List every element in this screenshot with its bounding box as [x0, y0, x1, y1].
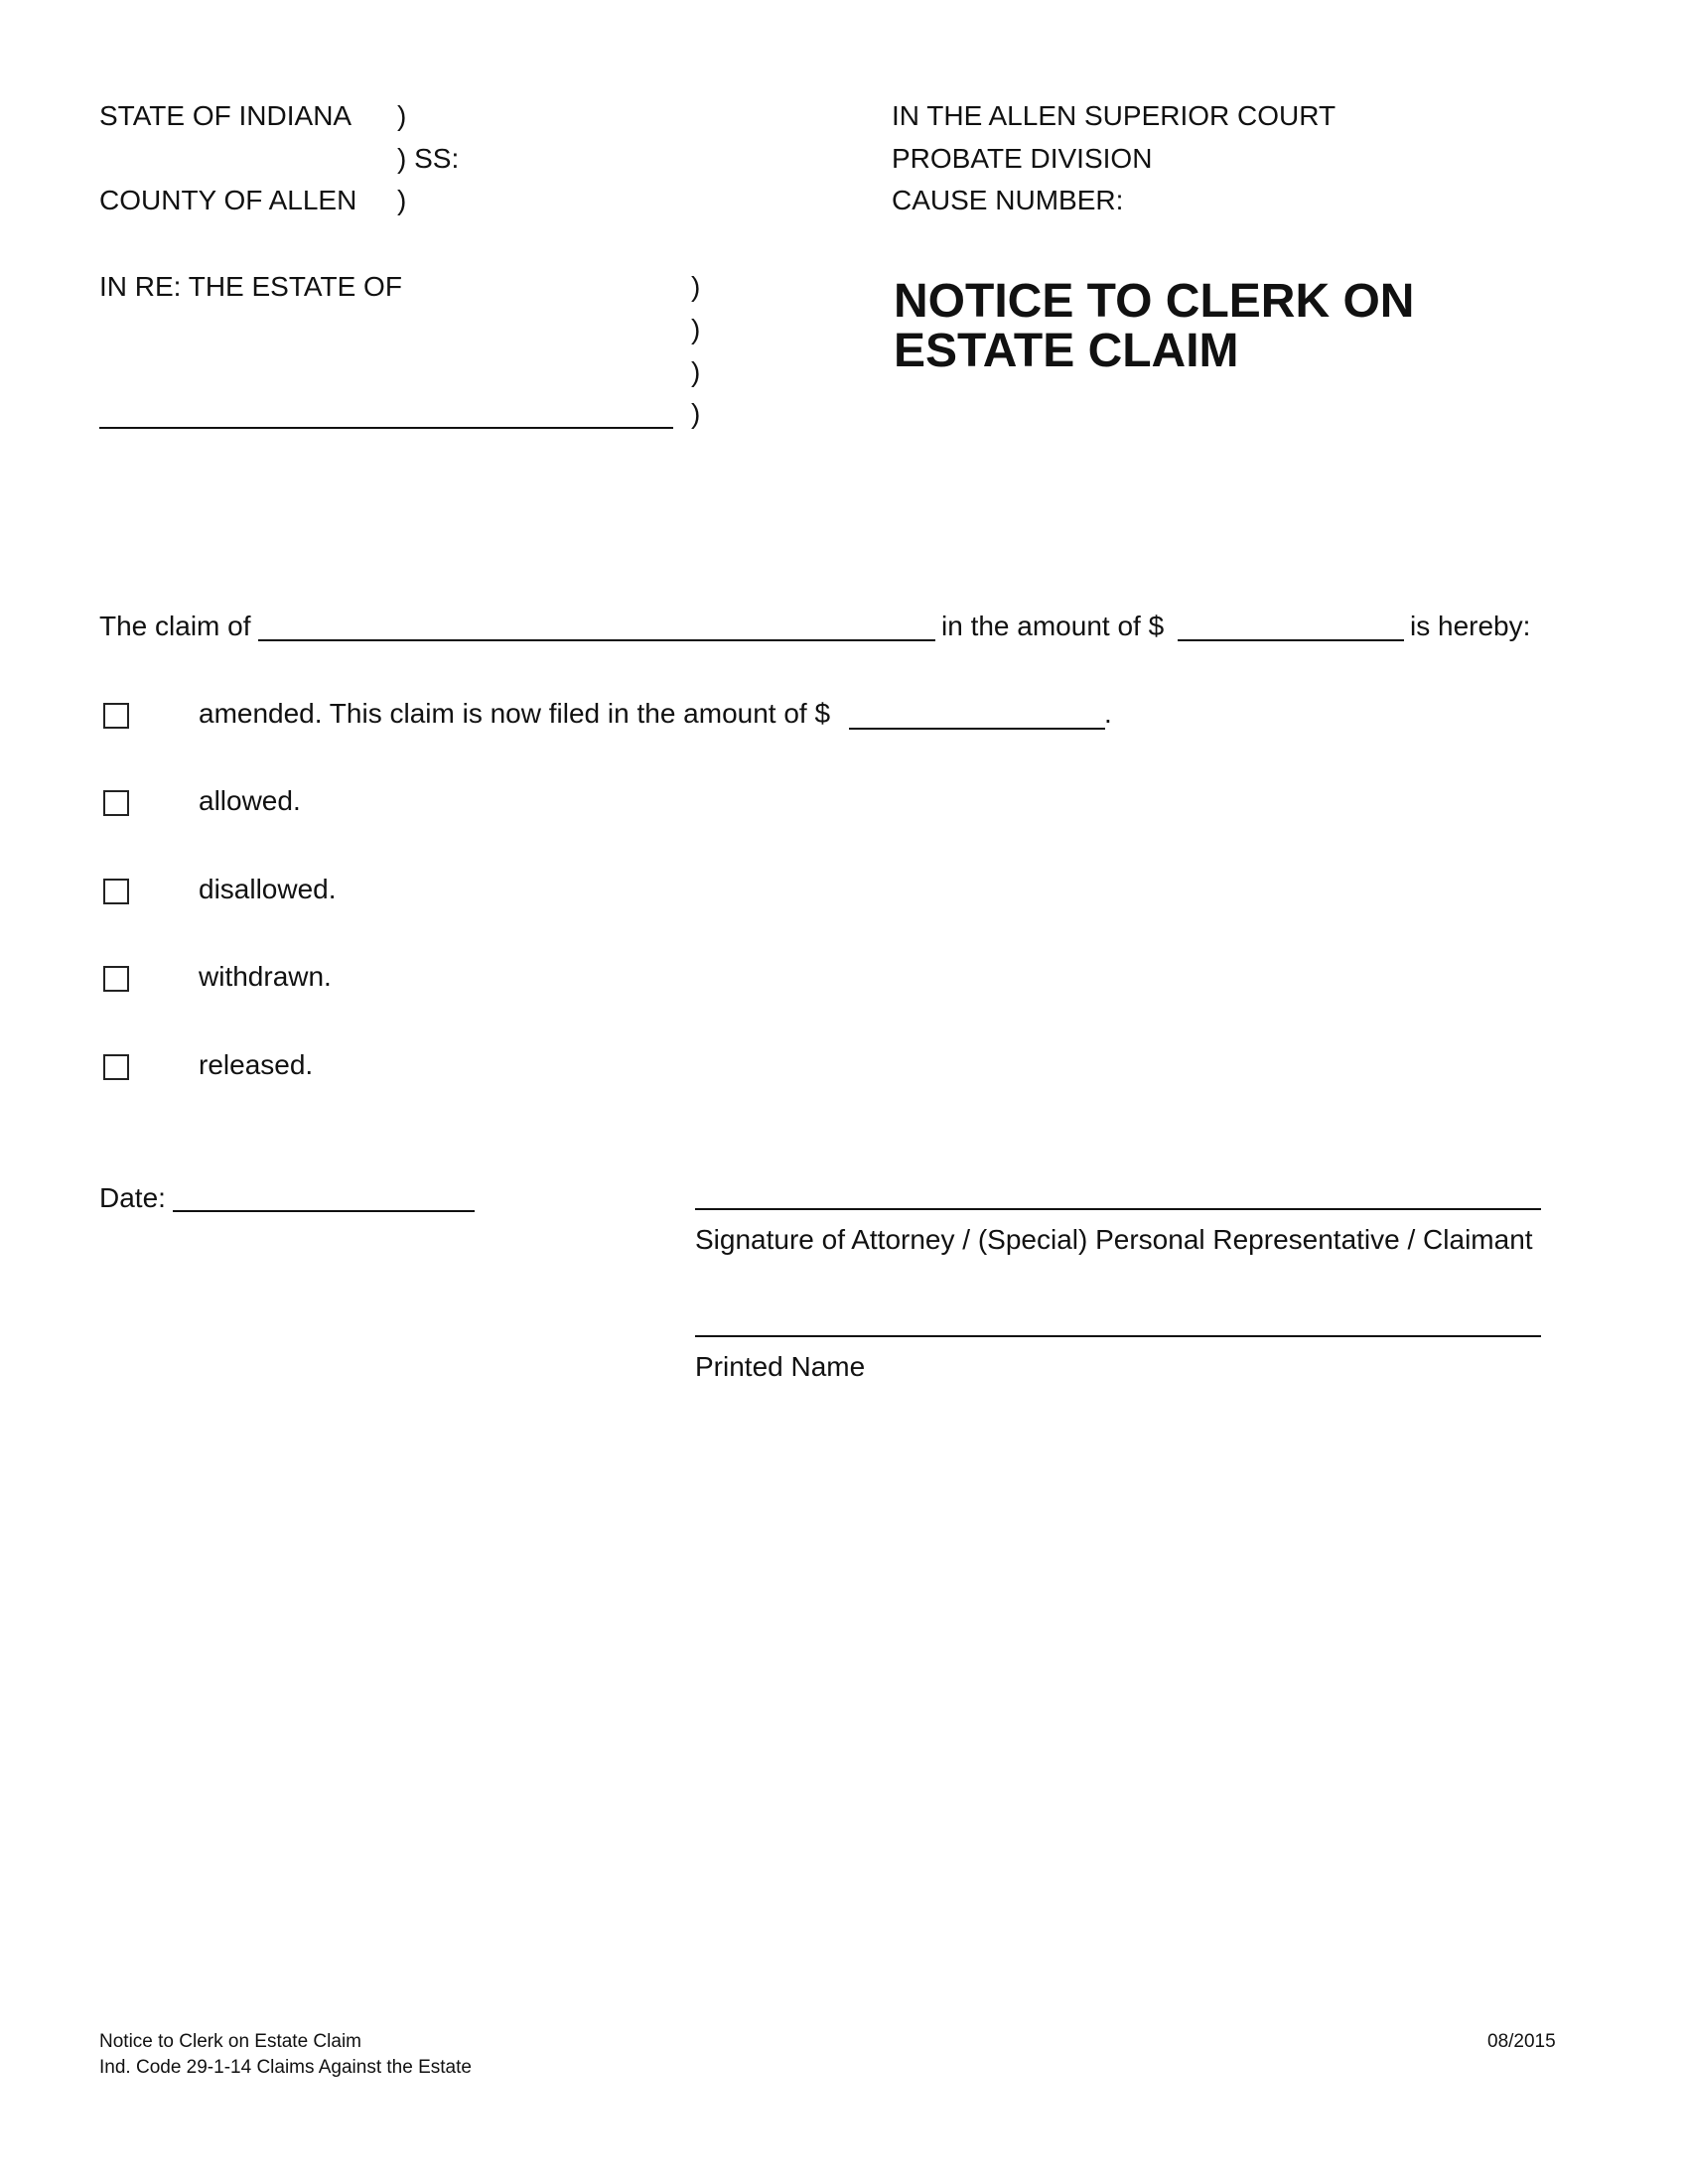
option-amended-label: amended. This claim is now filed in the amount of $ [199, 698, 831, 729]
state-label: STATE OF INDIANA [99, 100, 352, 131]
paren: ) [691, 314, 701, 344]
date-line[interactable] [173, 1210, 475, 1212]
checkbox-allowed[interactable] [103, 790, 129, 816]
checkbox-released[interactable] [103, 1054, 129, 1080]
court-name: IN THE ALLEN SUPERIOR COURT [892, 100, 1336, 131]
footer-form-title: Notice to Clerk on Estate Claim [99, 2031, 361, 2052]
amended-period: . [1104, 698, 1112, 729]
paren: ) [397, 100, 407, 131]
paren: ) [691, 271, 701, 302]
option-released-label: released. [199, 1049, 314, 1080]
footer-revision: 08/2015 [1487, 2031, 1556, 2052]
paren: ) [397, 185, 407, 215]
ss-label: ) SS: [397, 143, 460, 174]
claim-suffix: is hereby: [1410, 611, 1531, 641]
court-division: PROBATE DIVISION [892, 143, 1153, 174]
document-title-line1: NOTICE TO CLERK ON [894, 275, 1415, 328]
claim-prefix: The claim of [99, 611, 251, 641]
county-label: COUNTY OF ALLEN [99, 185, 357, 215]
in-re-label: IN RE: THE ESTATE OF [99, 271, 402, 302]
checkbox-amended[interactable] [103, 703, 129, 729]
signature-line[interactable] [695, 1208, 1541, 1210]
paren: ) [691, 398, 701, 429]
document-title-line2: ESTATE CLAIM [894, 325, 1239, 377]
signature-label: Signature of Attorney / (Special) Personal Representative / Claimant [695, 1224, 1533, 1255]
option-withdrawn-label: withdrawn. [199, 961, 332, 992]
cause-number-label: CAUSE NUMBER: [892, 185, 1124, 215]
printed-name-label: Printed Name [695, 1351, 866, 1382]
printed-name-line[interactable] [695, 1335, 1541, 1337]
claimant-name-line[interactable] [258, 639, 935, 641]
amended-amount-line[interactable] [849, 728, 1105, 730]
date-label: Date: [99, 1182, 166, 1213]
paren: ) [691, 356, 701, 387]
option-disallowed-label: disallowed. [199, 874, 337, 904]
claim-amount-line[interactable] [1178, 639, 1404, 641]
estate-name-line[interactable] [99, 427, 673, 429]
footer-code-ref: Ind. Code 29-1-14 Claims Against the Estate [99, 2057, 472, 2078]
checkbox-disallowed[interactable] [103, 879, 129, 904]
option-allowed-label: allowed. [199, 785, 301, 816]
claim-amount-label: in the amount of $ [941, 611, 1165, 641]
checkbox-withdrawn[interactable] [103, 966, 129, 992]
